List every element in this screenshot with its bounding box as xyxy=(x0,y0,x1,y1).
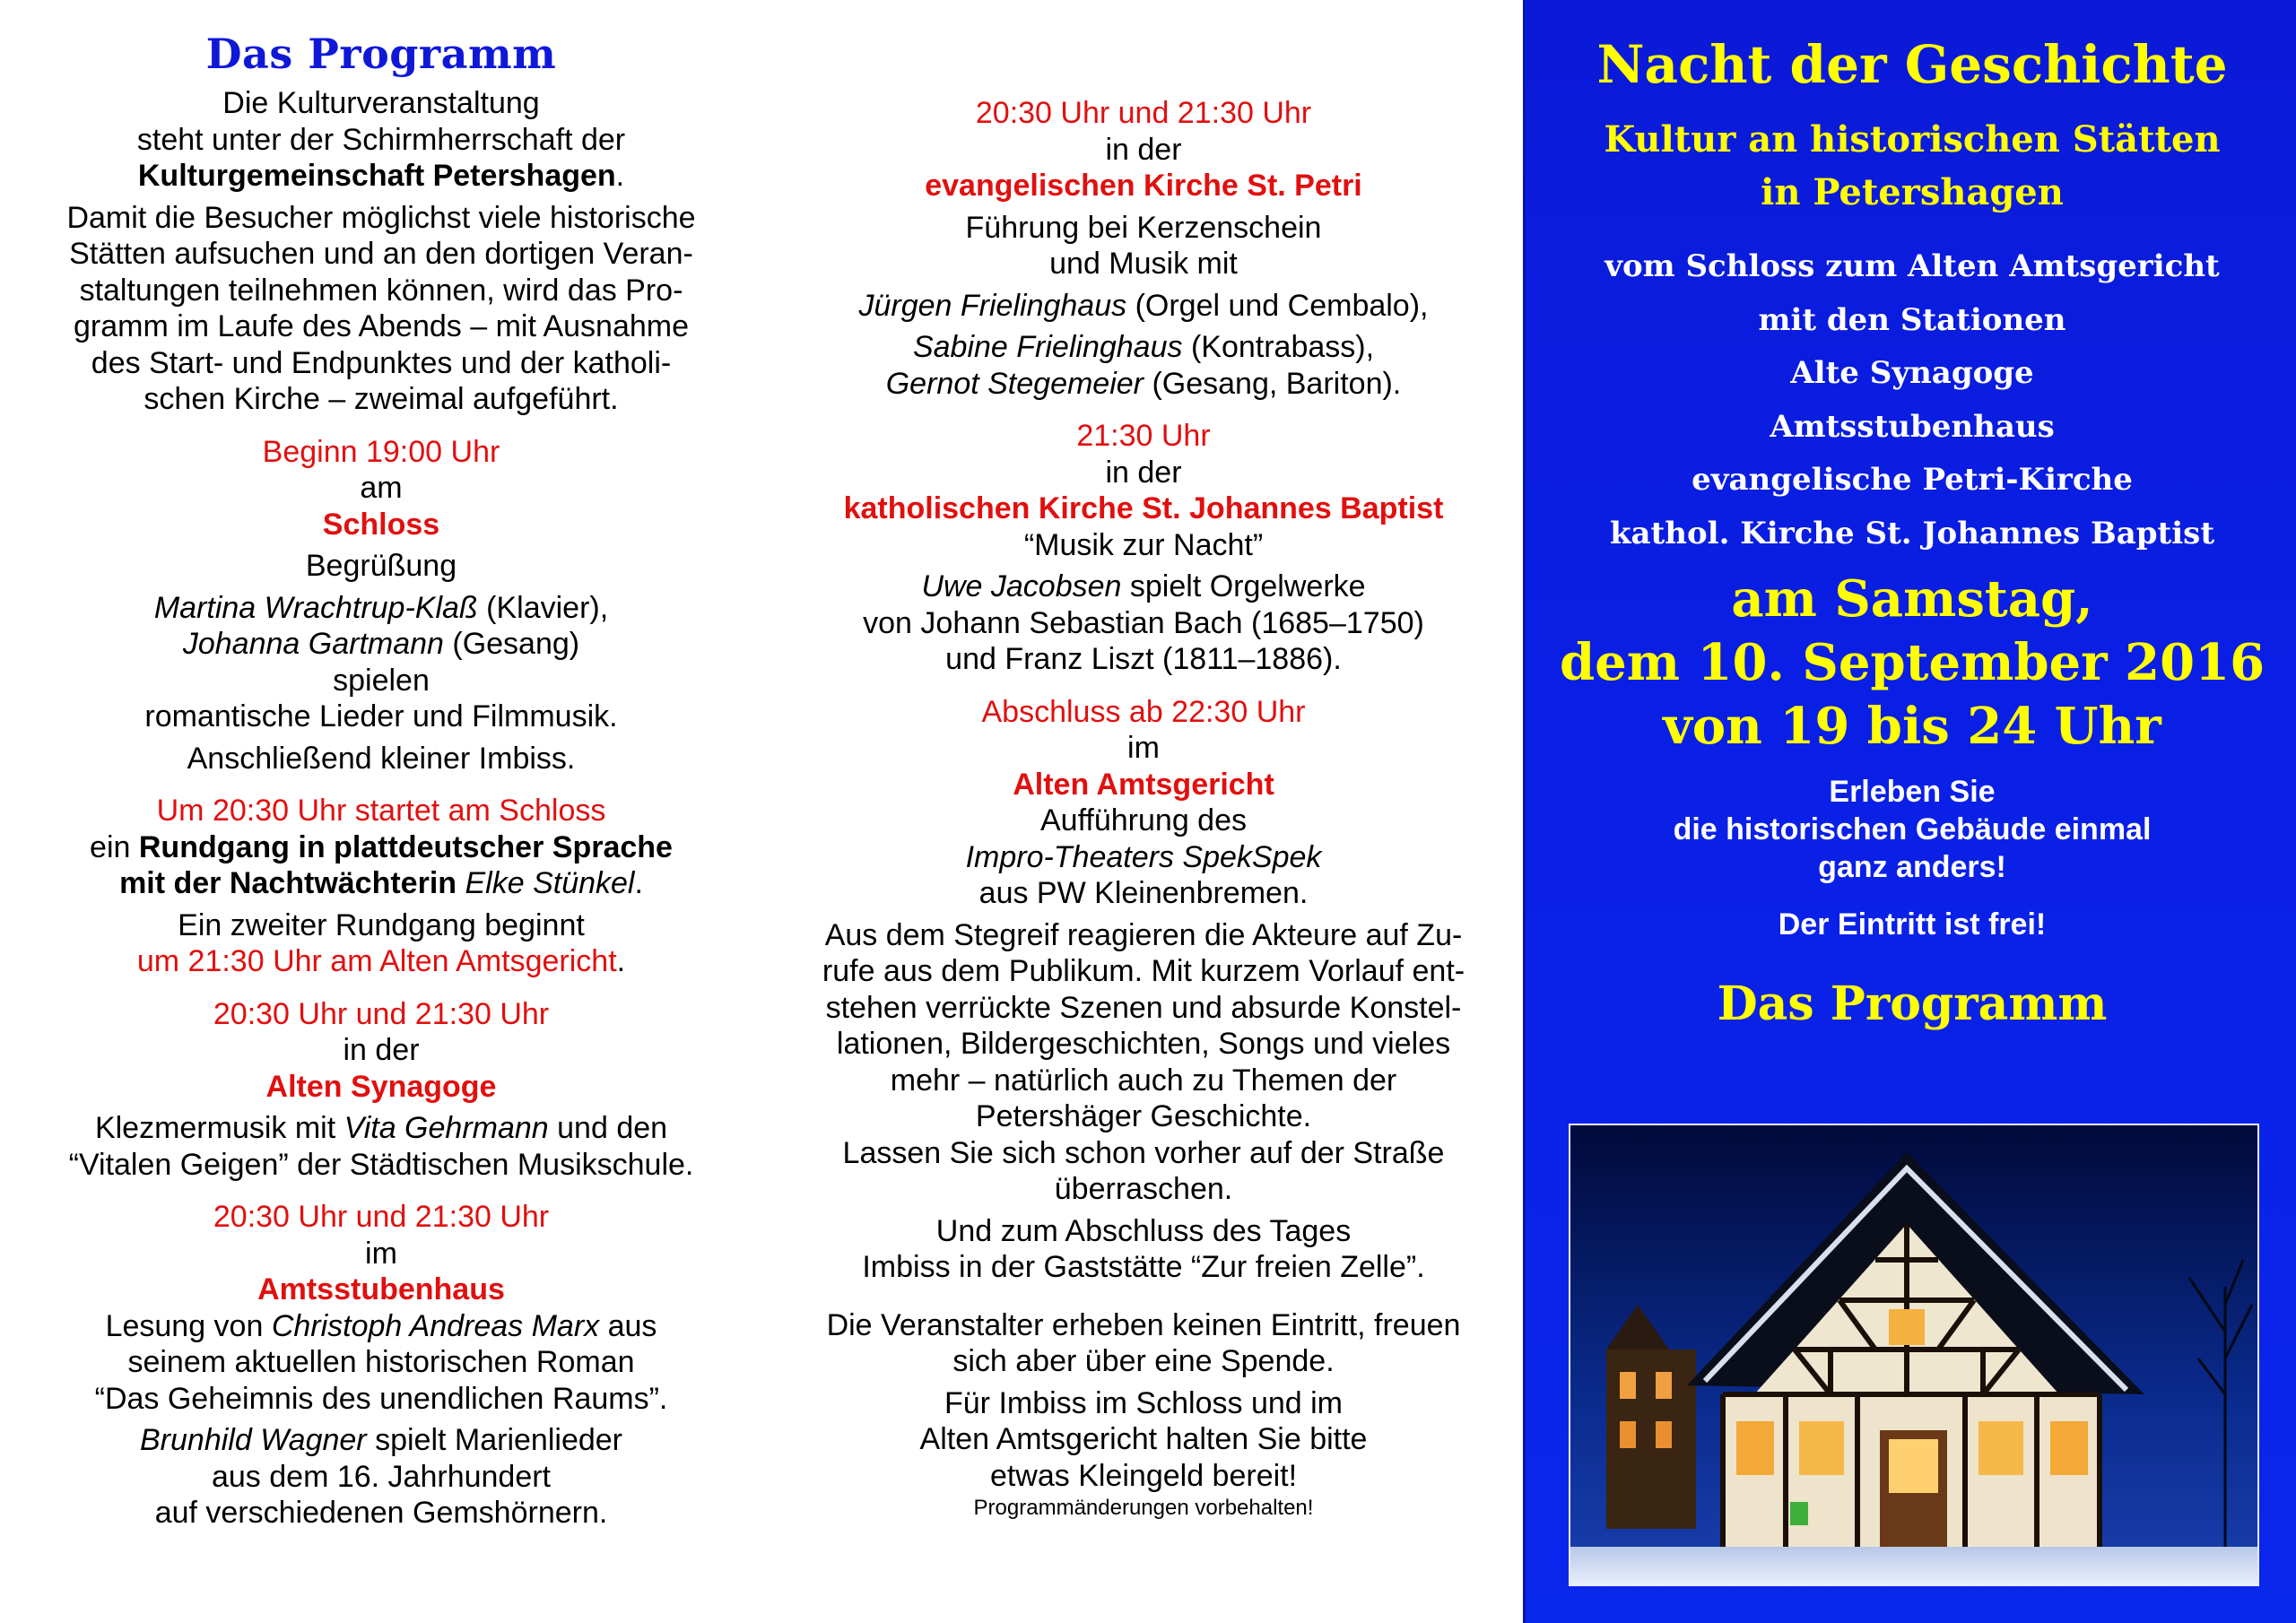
event-date: am Samstag, dem 10. September 2016 von 19 bis 24 Uhr xyxy=(1559,569,2266,756)
program-label: Das Programm xyxy=(1717,976,2108,1031)
half-timbered-house-photo xyxy=(1569,1124,2259,1586)
section-place: Alten Amtsgericht xyxy=(1013,767,1274,802)
station-item: mit den Stationen xyxy=(1758,301,2066,338)
section-place: Amtsstubenhaus xyxy=(257,1272,505,1306)
organizer-name: Kulturgemeinschaft Petershagen xyxy=(137,159,616,193)
section-place: Schloss xyxy=(322,507,440,542)
section-time: 20:30 Uhr und 21:30 Uhr xyxy=(975,96,1312,130)
event-subtitle: in Petershagen xyxy=(1761,171,2064,213)
event-subtitle: Kultur an historischen Stätten xyxy=(1604,118,2221,161)
station-item: vom Schloss zum Alten Amtsgericht xyxy=(1605,248,2220,284)
experience-text: Erleben Sie die historischen Gebäude einmal ganz anders! xyxy=(1673,775,2152,884)
free-entry: Der Eintritt ist frei! xyxy=(1778,907,2047,942)
section-time: 20:30 Uhr und 21:30 Uhr xyxy=(213,1200,550,1234)
section-amtsstubenhaus: 20:30 Uhr und 21:30 Uhr im Amtsstubenhaus Lesung von Christoph Andreas Marx aus seinem aktuellen historischen Roman “Das Geheimnis des unendlichen Raums”. Brunhild Wagner spielt Marienlieder aus dem 16. Jahrhundert auf verschiedenen Gemshörnern. xyxy=(27,1199,735,1532)
middle-column: 20:30 Uhr und 21:30 Uhr in der evangelischen Kirche St. Petri Führung bei Kerzenschein und Musik mit Jürgen Frielinghaus (Orgel und Cembalo), Sabine Frielinghaus (Kontrabass), Gernot Stegemeier (Gesang, Bariton). 21:30 Uhr in der katholischen Kirche St. Johannes Baptist “Musik zur Nacht” Uwe Jacobsen spielt Orgelwerke von Johann Sebastian Bach (1685–1750) und Franz Liszt (1811–1886). Abschluss ab 22:30 Uhr im Alten Amtsgericht Aufführung des Impro-Theaters SpekSpek aus PW Kleinenbremen. Aus dem Stegreif reagieren die Akteure auf Zu- rufe aus dem Publikum. Mit kurzem Vorlauf ent- stehen verrückte Szenen und absurde Konstel- lationen, Bildergeschichten, Songs und vieles mehr – natürlich auch zu Themen der Petershäger Geschichte. Lassen Sie sich schon vorher auf der Straße überraschen. Und zum Abschluss des Tages Imbiss in der Gaststätte “Zur freien Zelle”. Die Veranstalter erheben keinen Eintritt, freuen sich aber über eine Spende. Für Imbiss im Schloss und im Alten Amtsgericht halten Sie bitte etwas Kleingeld bereit! Programmänderungen vorbehalten! xyxy=(789,0,1498,1523)
station-item: kathol. Kirche St. Johannes Baptist xyxy=(1609,515,2215,551)
intro-line: steht unter der Schirmherrschaft der xyxy=(136,122,626,157)
section-amtsgericht: Abschluss ab 22:30 Uhr im Alten Amtsgericht Aufführung des Impro-Theaters SpekSpek aus PW Kleinenbremen. xyxy=(789,694,1498,912)
station-item: Alte Synagoge xyxy=(1790,355,2034,391)
station-item: Amtsstubenhaus xyxy=(1770,408,2055,445)
intro-paragraph: Damit die Besucher möglichst viele historische Stätten aufsuchen und an den dortigen Veran- staltungen teilnehmen können, wird das Pro- gramm im Laufe des Abends – mit Ausnahme des Start- und Endpunktes und der katholi- schen Kirche – zweimal aufgeführt. xyxy=(66,200,696,416)
section-place: evangelischen Kirche St. Petri xyxy=(925,169,1362,203)
section-place: katholischen Kirche St. Johannes Baptist xyxy=(843,491,1444,525)
section-schloss: Beginn 19:00 Uhr am Schloss Begrüßung Martina Wrachtrup-Klaß (Klavier), Johanna Gartmann (Gesang) spielen romantische Lieder und Filmmusik. Anschließend kleiner Imbiss. xyxy=(27,434,735,777)
intro-line: Die Kulturveranstaltung xyxy=(222,86,540,120)
left-column xyxy=(27,0,735,1532)
section-rundgang: Um 20:30 Uhr startet am Schloss ein Rundgang in plattdeutscher Sprache mit der Nachtwächterin Elke Stünkel. Ein zweiter Rundgang beginnt um 21:30 Uhr am Alten Amtsgericht. xyxy=(27,793,735,980)
station-item: evangelische Petri-Kirche xyxy=(1692,462,2133,498)
impro-paragraph: Aus dem Stegreif reagieren die Akteure auf Zu- rufe aus dem Publikum. Mit kurzem Vorlauf ent- stehen verrückte Szenen und absurde Konstel- lationen, Bildergeschichten, Songs und vieles mehr – natürlich auch zu Themen der Petershäger Geschichte. Lassen Sie sich schon vorher auf der Straße überraschen. xyxy=(822,917,1465,1206)
title-panel xyxy=(1523,0,2296,1623)
section-petri: 20:30 Uhr und 21:30 Uhr in der evangelischen Kirche St. Petri Führung bei Kerzenschein und Musik mit Jürgen Frielinghaus (Orgel und Cembalo), Sabine Frielinghaus (Kontrabass), Gernot Stegemeier (Gesang, Bariton). xyxy=(789,95,1498,402)
section-time: Um 20:30 Uhr startet am Schloss xyxy=(156,794,606,828)
footer-note: Die Veranstalter erheben keinen Eintritt, freuen sich aber über eine Spende. Für Imbiss im Schloss und im Alten Amtsgericht halten Sie bitte etwas Kleingeld bereit! Programmänderungen vorbehalten! xyxy=(789,1307,1498,1523)
disclaimer: Programmänderungen vorbehalten! xyxy=(973,1496,1314,1520)
section-time: Abschluss ab 22:30 Uhr xyxy=(981,694,1306,729)
section-time: 20:30 Uhr und 21:30 Uhr xyxy=(213,996,550,1031)
program-heading: Das Programm xyxy=(205,30,557,78)
section-time: Beginn 19:00 Uhr xyxy=(262,434,500,469)
section-johannes: 21:30 Uhr in der katholischen Kirche St. Johannes Baptist “Musik zur Nacht” Uwe Jacobsen spielt Orgelwerke von Johann Sebastian Bach (1685–1750) und Franz Liszt (1811–1886). xyxy=(789,418,1498,678)
station-list xyxy=(1526,240,2296,560)
event-title: Nacht der Geschichte xyxy=(1596,34,2228,95)
section-place: Alten Synagoge xyxy=(265,1069,497,1104)
intro-line: Kulturgemeinschaft Petershagen. xyxy=(137,159,625,193)
section-time: 21:30 Uhr xyxy=(1076,419,1211,453)
section-synagoge: 20:30 Uhr und 21:30 Uhr in der Alten Synagoge Klezmermusik mit Vita Gehrmann und den “Vitalen Geigen” der Städtischen Musikschule. xyxy=(27,996,735,1184)
